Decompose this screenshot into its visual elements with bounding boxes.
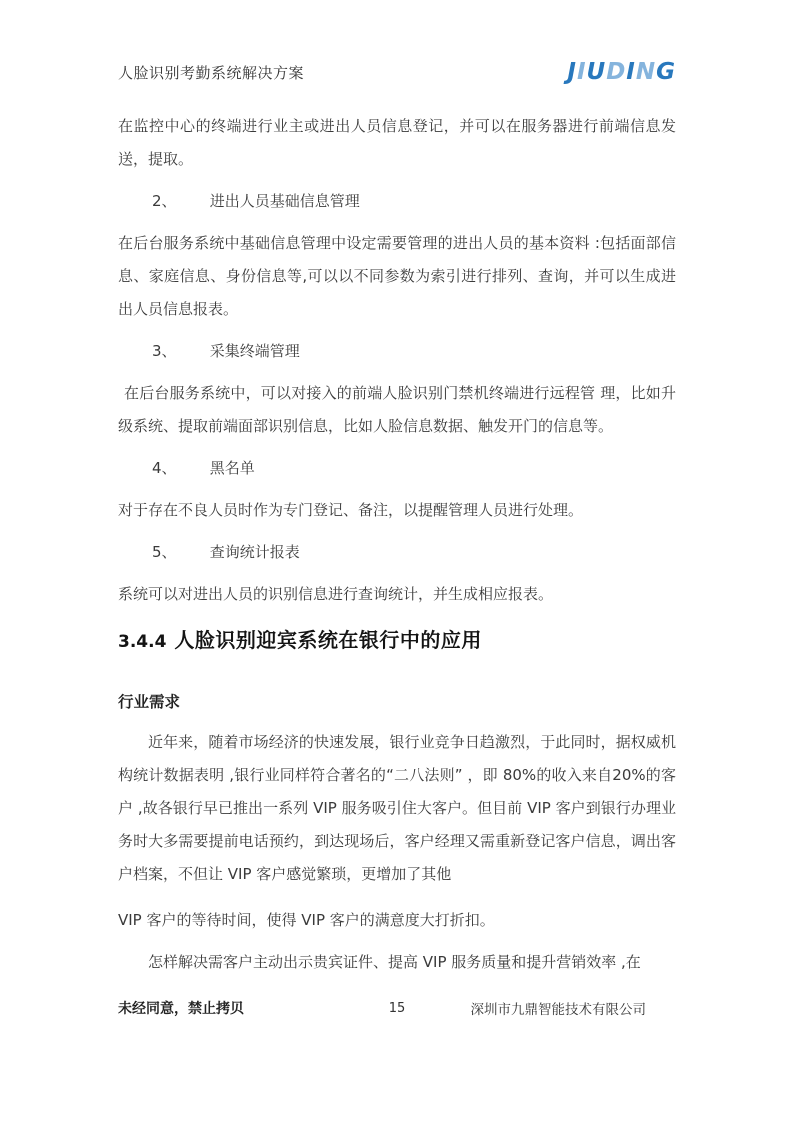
paragraph-intro: 在监控中心的终端进行业主或进出人员信息登记，并可以在服务器进行前端信息发送，提取。 <box>118 117 676 168</box>
list-item-label: 采集终端管理 <box>209 342 300 360</box>
subheading-industry-demand: 行业需求 <box>118 693 181 711</box>
paragraph-item-3: 在后台服务系统中，可以对接入的前端人脸识别门禁机终端进行远程管 理，比如升级系统、提取前端面部识别信息，比如人脸信息数据、触发开门的信息等。 <box>118 384 676 435</box>
footer-copy-notice: 未经同意，禁止拷贝 <box>118 1001 244 1017</box>
footer-company-name: 深圳市九鼎智能技术有限公司 <box>470 1002 646 1018</box>
list-item-number: 3、 <box>152 342 177 360</box>
page-number: 15 <box>388 1000 406 1016</box>
page-header <box>118 56 676 88</box>
paragraph-how-to-solve: 怎样解决需客户主动出示贵宾证件、提高 VIP 服务质量和提升营销效率 ,在 <box>148 953 641 971</box>
list-item-number: 2、 <box>152 192 177 210</box>
document-title: 人脸识别考勤系统解决方案 <box>118 63 305 82</box>
list-item-label: 黑名单 <box>209 459 255 477</box>
section-heading-3-4-4 <box>118 620 676 662</box>
list-item-number: 5、 <box>152 543 177 561</box>
page-footer <box>118 998 676 1018</box>
list-item-2 <box>118 185 676 218</box>
paragraph-recent-years: 近年来，随着市场经济的快速发展，银行业竞争日趋激烈，于此同时，据权威机构统计数据表明 ,银行业同样符合著名的“二八法则” ，即 80%的收入来自20%的客户 ,故各银行早已推出一系列 VIP 服务吸引住大客户。但目前 VIP 客户到银行办理业务时大多需要提前电话预约，到达现场后，客户经理又需重新登记客户信息，调出客户档案，不但让 VIP 客户感觉繁琐，更增加了其他 <box>118 733 676 883</box>
company-logo: JIUDING <box>567 58 676 85</box>
list-item-number: 4、 <box>152 459 177 477</box>
list-item-3 <box>118 335 676 368</box>
list-item-5 <box>118 536 676 569</box>
list-item-label: 进出人员基础信息管理 <box>209 192 360 210</box>
list-item-4 <box>118 452 676 485</box>
paragraph-vip-wait: VIP 客户的等待时间，使得 VIP 客户的满意度大打折扣。 <box>118 911 495 929</box>
list-item-label: 查询统计报表 <box>209 543 300 561</box>
paragraph-item-4: 对于存在不良人员时作为专门登记、备注，以提醒管理人员进行处理。 <box>118 501 584 519</box>
paragraph-item-5: 系统可以对进出人员的识别信息进行查询统计，并生成相应报表。 <box>118 585 554 603</box>
heading-text: 人脸识别迎宾系统在银行中的应用 <box>174 628 482 652</box>
heading-number: 3.4.4 <box>118 632 167 652</box>
paragraph-item-2: 在后台服务系统中基础信息管理中设定需要管理的进出人员的基本资料 :包括面部信息、家庭信息、身份信息等,可以以不同参数为索引进行排列、查询，并可以生成进出人员信息报表。 <box>118 234 676 318</box>
